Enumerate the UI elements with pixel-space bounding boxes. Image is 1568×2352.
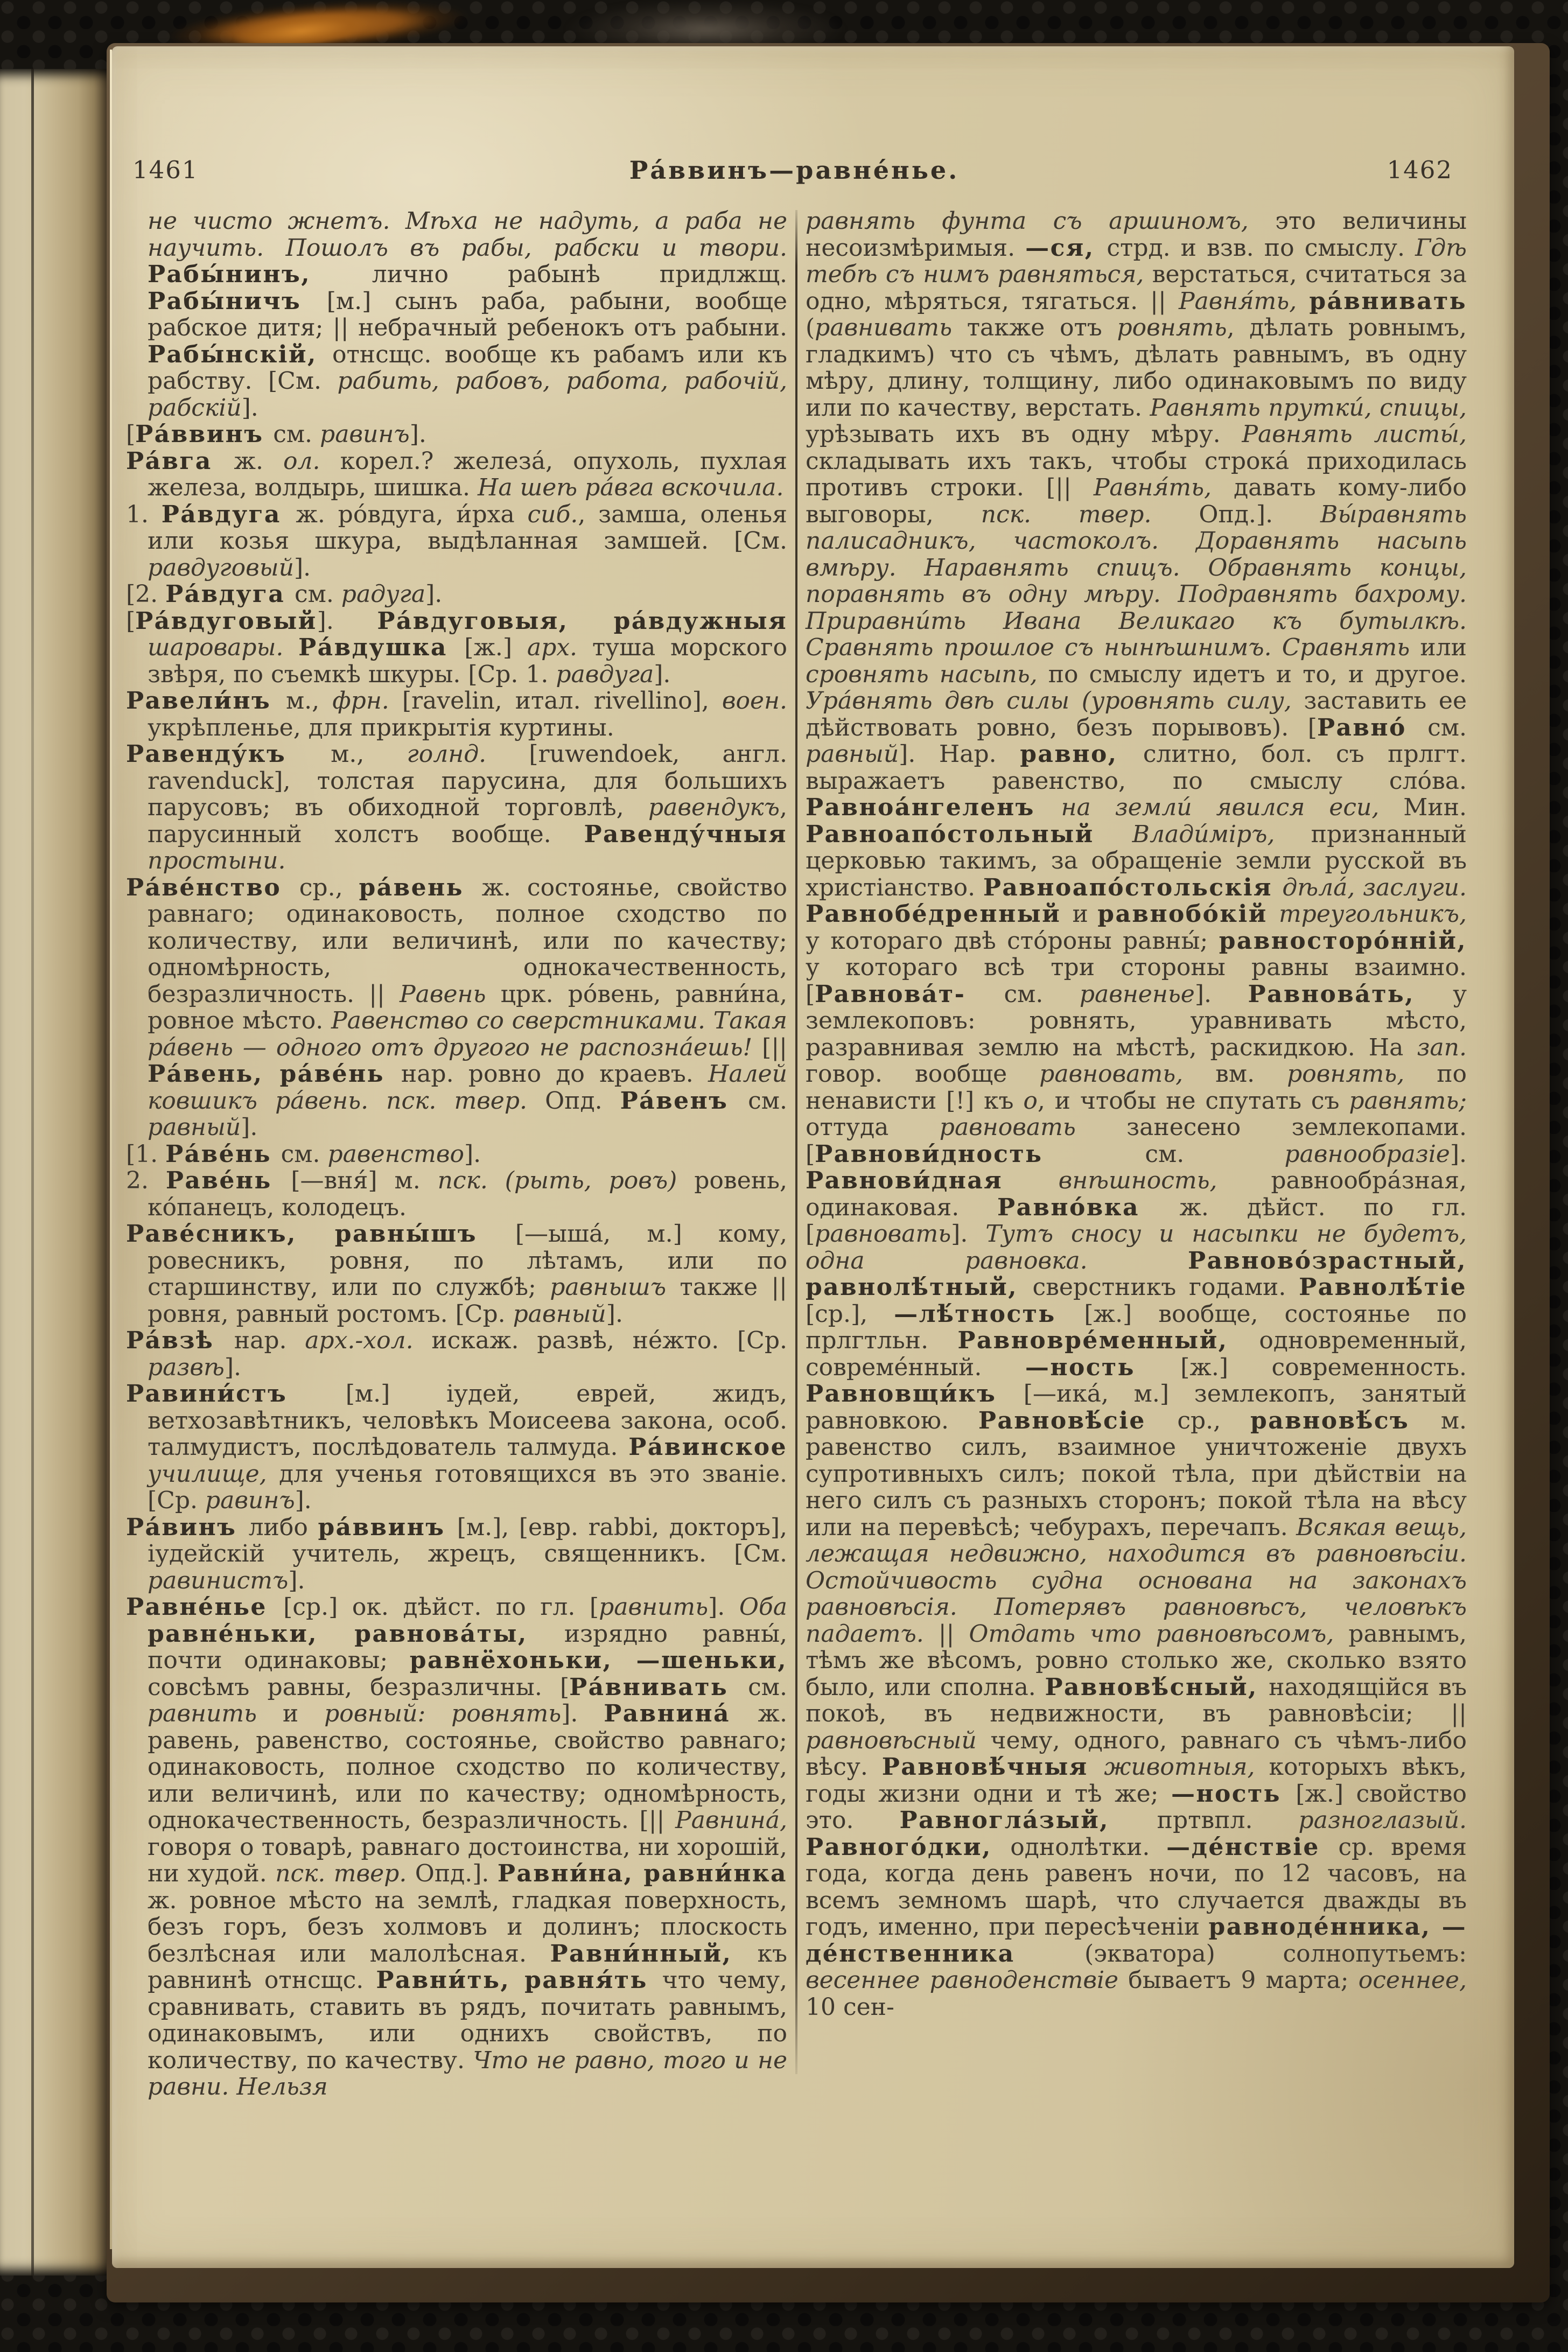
entry-text-segment: равдуговый [148, 554, 294, 582]
dictionary-entry [126, 741, 787, 874]
entry-text-segment: искаж. развѣ, не́жто. [Ср. [431, 1327, 787, 1354]
entry-text-segment: [1. [126, 1140, 166, 1168]
entry-text-segment: Равенду́къ [126, 740, 331, 768]
entry-text-segment: Равели́нъ [126, 687, 286, 715]
entry-text-segment: ]. [224, 1353, 241, 1381]
entry-text-segment: Равень [400, 980, 501, 1008]
dictionary-entry [126, 1221, 787, 1327]
entry-text-segment: Равенство со сверстниками. Такая ра́вень — одного отъ другого не распозна́ешь! [148, 1007, 787, 1061]
entry-text-segment: Равини́стъ [126, 1380, 346, 1408]
entry-text-segment: ж. дѣйст. по гл. [ [806, 1193, 1467, 1248]
entry-text-segment: къ равнинѣ отнсщс. [148, 1940, 787, 1994]
entry-text-segment: оттуда [806, 1114, 940, 1141]
entry-text-segment: верстаться, считаться за одно, мѣряться, тягаться. || [806, 261, 1467, 315]
entry-text-segment: равный [806, 740, 899, 768]
entry-text-segment: Равнобе́дренный [806, 900, 1073, 928]
entry-text-segment: стрд. и взв. по смыслу. [1107, 234, 1416, 262]
entry-text-segment: равноде́нника, —де́нственника [806, 1913, 1467, 1968]
entry-text-segment: простыни. [148, 847, 286, 874]
dictionary-entry [126, 1327, 787, 1381]
dictionary-entry [126, 874, 787, 1141]
entry-text-segment: ]. [241, 394, 258, 422]
entry-text-segment: на земли́ явился еси, [1061, 794, 1404, 821]
entry-text-segment: арх.-хол. [305, 1327, 432, 1354]
entry-text-segment: Рабы́нскій, [148, 340, 332, 368]
entry-text-segment: находящійся въ покоѣ, въ недвижности, въ равновѣсіи; || [806, 1673, 1467, 1727]
entry-text-segment: ж. состоянье, свойство равнаго; одинаковость, полное сходство по количеству, или величинѣ, или по качеству; одномѣрность, однокачественность, безразличность. || [148, 873, 787, 1008]
entry-text-segment: ср. время года, когда день равенъ ночи, по 12 часовъ, на всемъ земномъ шарѣ, что случается дважды въ годъ, именно, при пересѣченіи [806, 1833, 1467, 1941]
entry-text-segment: ж. равень, равенство, состоянье, свойство равнаго; одинаковость, полное сходство по количеству, или величинѣ, или по качеству; одномѣрность, однокачественность, безразличность. [|| [148, 1700, 787, 1834]
entry-text-segment: Равновре́менный, [957, 1327, 1259, 1354]
entry-text-segment: Равне́нье [126, 1593, 284, 1621]
entry-text-segment: равновѣ́съ [1250, 1406, 1441, 1434]
entry-text-segment: Равновѣ́сіе [978, 1406, 1178, 1434]
entry-text-segment: развѣ [148, 1353, 225, 1381]
entry-text-segment: Оба [739, 1593, 788, 1621]
entry-text-segment: у котораго всѣ три стороны равны взаимно. [ [806, 954, 1467, 1008]
entry-text-segment: , дѣлать ровнымъ, гладкимъ) что съ чѣмъ, дѣлать равнымъ, въ одну мѣру, длину, толщину, либо одинаковымъ по виду или по качеству, верстать. [806, 314, 1467, 422]
dictionary-entry [126, 1167, 787, 1221]
entry-text-segment: осеннее, [1358, 1966, 1467, 1994]
entry-text-segment: Равноа́нгеленъ [806, 794, 1061, 821]
entry-text-segment: туша морского звѣря, по съемкѣ шкуры. [Ср. 1. [148, 634, 787, 688]
dictionary-entry [126, 1514, 787, 1594]
entry-text-segment: заставить ее дѣйствовать ровно, безъ порывовъ). [ [806, 687, 1467, 741]
entry-text-segment: Ра́взѣ [126, 1327, 234, 1354]
entry-text-segment: ]. [951, 1220, 986, 1248]
entry-text-segment: ровень, ко́панецъ, колодецъ. [148, 1167, 787, 1221]
entry-text-segment: Равня́ть, [1178, 287, 1310, 315]
entry-text-segment: у землекоповъ: ровнять, уравнивать мѣсто, разравнивая землю на мѣстѣ, раскидкою. На [806, 980, 1467, 1061]
entry-text-segment: (экватора) солнопутьемъ: [1084, 1940, 1467, 1968]
entry-text-segment: Равноапо́стольный [806, 820, 1132, 848]
entry-text-segment: см. [748, 1087, 787, 1115]
entry-text-segment: см. [1145, 1140, 1285, 1168]
entry-text-segment: нар. ровно до краевъ. [401, 1060, 708, 1088]
entry-text-segment: Равно́ [1317, 713, 1428, 741]
entry-text-segment: складывать ихъ такъ, чтобы строка́ приходилась противъ строки. [|| [806, 447, 1467, 501]
entry-text-segment: Что не равно, того и не равни. Нельзя [148, 2046, 787, 2101]
entry-text-segment: Отдать что равновѣсомъ, [969, 1620, 1349, 1648]
entry-text-segment: Равнова́ть, [1248, 980, 1453, 1008]
entry-text-segment: , и чтобы не спутать съ [1037, 1087, 1349, 1115]
entry-text-segment: равне́ньки, равнова́ты, [148, 1620, 564, 1648]
entry-text-segment: Равно́вка [997, 1193, 1180, 1221]
entry-text-segment: [ср.] ок. дѣйст. по гл. [ [283, 1593, 599, 1621]
entry-text-segment: пск. твер. [275, 1860, 415, 1887]
entry-text-segment: Равни́нный, [550, 1940, 758, 1968]
entry-text-segment: голнд. [407, 740, 529, 768]
entry-text-segment: ]. [1450, 1140, 1467, 1168]
entry-text-segment: вм. [1215, 1060, 1287, 1088]
entry-text-segment: [—ыша́, м.] кому, ровесникъ, ровня, по лѣтамъ, или по старшинству, или по службѣ; [148, 1220, 787, 1301]
entry-text-segment: дѣла́, заслуги. [1282, 873, 1467, 901]
entry-text-segment: ]. Нар. [899, 740, 1020, 768]
entry-text-segment: Равногла́зый, [899, 1807, 1157, 1834]
entry-text-segment: ровнять [1117, 314, 1227, 341]
entry-text-segment: однолѣтки. [1010, 1833, 1167, 1861]
dictionary-entry [126, 448, 787, 501]
entry-text-segment: равно, [1020, 740, 1143, 768]
entry-text-segment: Рабы́ничъ [148, 287, 327, 315]
entry-text-segment: равнить [148, 1700, 283, 1727]
entry-text-segment: [ [126, 421, 136, 448]
entry-text-segment: [ж.] [464, 634, 527, 661]
entry-text-segment: || [938, 1620, 969, 1648]
entry-text-segment: Всякая вещь, лежащая недвижно, находится въ равновѣсіи. Остойчивость судна основана на законахъ равновѣсія. Потерявъ равновѣсъ, человѣкъ падаетъ. [806, 1513, 1467, 1648]
entry-text-segment: Равнять листы́, [1242, 421, 1467, 448]
entry-text-segment: ]. [561, 1700, 604, 1727]
entry-text-segment: црк. ро́вень, равни́на, ровное мѣсто. [148, 980, 787, 1034]
entry-text-segment: Равноапо́стольскія [983, 873, 1283, 901]
entry-text-segment: На шеѣ ра́вга вскочила. [477, 474, 784, 501]
entry-text-segment: арх. [527, 634, 592, 661]
entry-text-segment: ровный: ровнять [324, 1700, 562, 1727]
entry-text-segment: сровнять насыпь, [806, 660, 1048, 688]
entry-text-segment: Равнять прутки́, спицы, [1150, 394, 1467, 422]
entry-text-segment: ж. ро́вдуга, и́рха [296, 500, 528, 528]
entry-text-segment: Ра́винъ [126, 1513, 249, 1541]
entry-text-segment: сиб. [527, 500, 578, 528]
entry-text-segment: Мин. [1403, 794, 1467, 821]
entry-text-segment: Ра́вдушка [298, 634, 465, 661]
entry-text-segment: равнообра́зная, одинаковая. [806, 1167, 1467, 1221]
entry-text-segment: Равни́ть, равня́ть [376, 1966, 662, 1994]
left-column [126, 208, 787, 2101]
entry-text-segment: укрѣпленье, для прикрытія куртины. [148, 713, 614, 741]
entry-text-segment: давать кому-либо выговоры, [806, 474, 1467, 528]
entry-text-segment: также || ровня, равный ростомъ. [Ср. [148, 1273, 787, 1328]
entry-text-segment: —ся, [1025, 234, 1107, 262]
entry-text-segment: [м.] сынъ раба, рабыни, вообще рабское дитя; || небрачный ребенокъ отъ рабыни. [148, 287, 788, 341]
entry-text-segment: Опд. [545, 1087, 620, 1115]
entry-text-segment: равный [148, 1114, 241, 1141]
entry-text-segment: ]. [654, 660, 671, 688]
entry-text-segment: Раве́сникъ, равны́шъ [126, 1220, 515, 1248]
entry-text-segment: по смыслу идетъ и то, и другое. [1048, 660, 1467, 688]
entry-text-segment: равдуга [556, 660, 654, 688]
entry-text-segment: ср., [299, 873, 359, 901]
page-number-left: 1461 [132, 156, 199, 184]
entry-text-segment: ]. [317, 607, 377, 635]
entry-text-segment: шаровары. [148, 634, 299, 661]
entry-text-segment: ]. [1194, 980, 1248, 1008]
entry-text-segment: Ра́вдуга [161, 500, 296, 528]
entry-text-segment: равненье [1079, 980, 1195, 1008]
entry-text-segment: равнять; [1349, 1087, 1467, 1115]
entry-text-segment: см. [273, 421, 320, 448]
entry-text-segment: Ра́венъ [620, 1087, 748, 1115]
entry-text-segment: [ж.] современность. [1180, 1353, 1467, 1381]
entry-text-segment: см. [294, 580, 341, 608]
entry-text-segment: о [1023, 1087, 1038, 1115]
entry-text-segment: —ность [1171, 1780, 1296, 1808]
entry-text-segment: которыхъ вѣкъ, годы жизни одни и тѣ же; [806, 1753, 1467, 1808]
entry-text-segment: воен. [722, 687, 787, 715]
entry-text-segment: что чему, сравнивать, ставить въ рядъ, почитать равнымъ, одинаковымъ, или однихъ свойствъ, по количеству, по качеству. [148, 1966, 787, 2074]
entry-text-segment: 2. [126, 1167, 166, 1194]
entry-text-segment: Гдѣ тебѣ съ нимъ равняться, [806, 234, 1467, 288]
entry-text-segment: Ра́вень, ра́ве́нь [148, 1060, 401, 1088]
entry-text-segment: 10 сен- [806, 1993, 894, 2021]
entry-text-segment: , парусинный холстъ вообще. [148, 794, 787, 848]
entry-text-segment: сверстникъ годами. [1032, 1273, 1299, 1301]
entry-text-segment: равнобо́кій [1097, 900, 1279, 928]
entry-text-segment: равенство [327, 1140, 464, 1168]
entry-text-segment: нар. [234, 1327, 305, 1354]
entry-text-segment: животныя, [1104, 1753, 1269, 1781]
dictionary-entry [126, 688, 787, 741]
entry-text-segment: равновать [815, 1220, 951, 1248]
entry-text-segment: ]. [708, 1593, 739, 1621]
entry-text-segment: занесено землекопами. [ [806, 1114, 1467, 1168]
entry-text-segment: Равново́зрастный, равнолѣ́тный, [806, 1247, 1467, 1301]
entry-text-segment: ]. [606, 1300, 623, 1328]
entry-text-segment: Равнови́дная [806, 1167, 1059, 1194]
entry-text-segment: весеннее равноденствіе [806, 1966, 1129, 1994]
entry-text-segment: по ненависти [!] къ [806, 1060, 1467, 1115]
entry-text-segment: [ж.] свойство это. [806, 1780, 1467, 1834]
entry-text-segment: равнообразіе [1284, 1140, 1450, 1168]
entry-text-segment: это величины несоизмѣримыя. [806, 207, 1467, 262]
entry-text-segment: ж. [234, 447, 284, 475]
dictionary-entry [126, 501, 787, 582]
entry-text-segment: отнсщс. вообще къ рабамъ или къ рабству. [См. [148, 340, 787, 395]
entry-text-segment: говор. вообще [806, 1060, 1040, 1088]
entry-text-segment: для ученья готовящихся въ это званіе. [Ср. [148, 1460, 788, 1514]
dictionary-page [112, 46, 1514, 2268]
entry-text-segment: [|| [762, 1033, 787, 1061]
entry-text-segment: ол. [283, 447, 340, 475]
entry-text-segment: радуга [341, 580, 426, 608]
entry-text-segment: [ [126, 607, 136, 635]
dictionary-entry [126, 581, 787, 608]
entry-text-segment: Равнолѣ́тіе [1299, 1273, 1467, 1301]
dictionary-entry [126, 1381, 787, 1514]
entry-text-segment: треугольникъ, [1278, 900, 1467, 928]
entry-text-segment: ]. [464, 1140, 481, 1168]
dictionary-entry [806, 208, 1467, 2020]
entry-text-segment: изрядно равны́, почти одинаковы; [148, 1620, 787, 1674]
entry-text-segment: Ра́вдуговыя, ра́вдужныя [377, 607, 788, 635]
entry-text-segment: и [282, 1700, 325, 1727]
entry-text-segment: ср., [1177, 1406, 1250, 1434]
entry-text-segment: ра́ввинъ [318, 1513, 457, 1541]
entry-text-segment: Ра́ввинъ [135, 421, 274, 448]
entry-text-segment: —лѣ́тность [894, 1300, 1084, 1328]
entry-text-segment: Ра́вдуга [165, 580, 295, 608]
entry-text-segment: чему, одного, равнаго съ чѣмъ-либо вѣсу. [806, 1726, 1467, 1781]
entry-text-segment: зап. [1417, 1033, 1467, 1061]
entry-text-segment: фрн. [332, 687, 402, 715]
entry-text-segment: —де́нствіе [1166, 1833, 1339, 1861]
running-head [126, 153, 1462, 187]
right-column [806, 208, 1467, 2020]
entry-text-segment: Влади́міръ, [1132, 820, 1311, 848]
entry-text-segment: ]. [293, 554, 311, 582]
dictionary-entry [148, 208, 787, 421]
entry-text-segment: [ravelin, итал. rivellino], [402, 687, 722, 715]
entry-text-segment: Ра́вга [126, 447, 234, 475]
text-columns [126, 208, 1469, 2101]
entry-text-segment: Равнова́т- [815, 980, 1004, 1008]
entry-text-segment: одновременный, совреме́нный. [806, 1327, 1467, 1381]
entry-text-segment: Равновщи́къ [806, 1380, 1024, 1408]
entry-text-segment: училище, [148, 1460, 279, 1488]
entry-text-segment: равносторо́нній, [1219, 927, 1467, 955]
entry-text-segment: [ср.], [806, 1300, 894, 1328]
entry-text-segment: Опд.]. [415, 1860, 498, 1887]
entry-text-segment: равнить [599, 1593, 709, 1621]
entry-text-segment: см. [748, 1673, 787, 1701]
entry-text-segment: м., [285, 687, 333, 715]
entry-text-segment: или [1420, 634, 1467, 661]
entry-text-segment: равновать [939, 1114, 1127, 1141]
entry-text-segment: ]. [409, 421, 426, 448]
entry-text-segment: Тутъ сносу и насыпки не будетъ, одна равновка. [806, 1220, 1467, 1275]
dictionary-entry [126, 421, 787, 448]
entry-text-segment: см. [1427, 713, 1467, 741]
entry-text-segment: Ра́ве́нь [165, 1140, 281, 1168]
entry-text-segment: м. равенство силъ, взаимное уничтоженіе двухъ супротивныхъ силъ; покой тѣла, при дѣйствіи на него силъ съ разныхъ сторонъ; покой тѣла на вѣсу или на перевѣсѣ; чебурахъ, перечапъ. [806, 1406, 1467, 1541]
entry-text-segment: признанный церковью такимъ, за обращеніе земли русской въ христіанство. [806, 820, 1467, 901]
entry-text-segment: ]. [288, 1566, 305, 1594]
entry-text-segment: у котораго двѣ сто́роны равны́; [806, 927, 1219, 955]
entry-text-segment: разноглазый. [1298, 1807, 1467, 1834]
entry-text-segment: Налей ковшикъ ра́вень. пск. твер. [148, 1060, 787, 1115]
entry-text-segment: [ж.] вообще, состоянье по прлгтльн. [806, 1300, 1467, 1354]
dictionary-entry [126, 1141, 787, 1168]
entry-text-segment: равнымъ, тѣмъ же вѣсомъ, ровно столько же, сколько взято было, или сполна. [806, 1620, 1467, 1701]
entry-text-segment: м., [331, 740, 407, 768]
entry-text-segment: 1. [126, 500, 162, 528]
entry-text-segment: равинистъ [148, 1566, 289, 1594]
entry-text-segment: Равновѣ́чныя [881, 1753, 1104, 1781]
entry-text-segment: —ность [1025, 1353, 1181, 1381]
entry-text-segment: и [1072, 900, 1098, 928]
entry-text-segment: также отъ [967, 314, 1117, 341]
entry-text-segment: Равни́на, равни́нка [497, 1860, 787, 1887]
entry-text-segment: равендукъ [648, 794, 780, 821]
entry-text-segment: Вы́равнять палисадникъ, частоколъ. Доравнять насыпь вмѣру. Наравнять спицъ. Обравнять концы, поравнять въ одну мѣру. Подравнять бахрому. Приравни́ть Ивана Великаго къ бутылкѣ. Сравнять прошлое съ нынѣшнимъ. Сравнять [806, 500, 1467, 661]
entry-text-segment: слитно, бол. съ прлгт. выражаетъ равенство, по смыслу сло́ва. [806, 740, 1467, 795]
dictionary-entry [126, 608, 787, 688]
entry-text-segment: равновѣсный [806, 1726, 991, 1754]
entry-text-segment: [ruwendoek, англ. ravenduck], толстая парусина, для большихъ парусовъ; въ обиходной торговлѣ, [148, 740, 787, 821]
entry-text-segment: Ра́вдуговый [135, 607, 317, 635]
entry-text-segment: Равновѣ́сный, [1045, 1673, 1269, 1701]
entry-text-segment: говоря о товарѣ, равнаго достоинства, ни хорошій, ни худой. [148, 1833, 787, 1887]
entry-text-segment: ]. [241, 1114, 258, 1141]
entry-text-segment: равнять фунта съ аршиномъ, [806, 207, 1276, 235]
page-edges-crease [31, 69, 34, 2276]
entry-text-segment: равнивать [815, 314, 967, 341]
entry-text-segment: [м.], [евр. rabbi, докторъ], іудейскій учитель, жрецъ, священникъ. [См. [148, 1513, 787, 1567]
entry-text-segment: ра́внивать [1309, 287, 1467, 315]
entry-text-segment: равнышъ [550, 1273, 680, 1301]
entry-text-segment: Опд.]. [1199, 500, 1321, 528]
entry-text-segment: Равного́дки, [806, 1833, 1011, 1861]
entry-text-segment: Ура́внять двѣ силы (уровнять силу, [806, 687, 1304, 715]
entry-text-segment: [2. [126, 580, 166, 608]
entry-text-segment: , замша, оленья или козья шкура, выдѣланная замшей. [См. [148, 500, 787, 555]
entry-text-segment: ровнять, [1287, 1060, 1437, 1088]
entry-text-segment: внѣшность, [1058, 1167, 1271, 1194]
page-edges-strip [0, 69, 112, 2276]
entry-text-segment: равинъ [205, 1487, 295, 1514]
entry-text-segment: либо [248, 1513, 318, 1541]
entry-text-segment: равинъ [320, 421, 410, 448]
entry-text-segment: см. [1004, 980, 1080, 1008]
entry-text-segment: лично рабынѣ придлжщ. [372, 261, 788, 288]
entry-text-segment: Равня́ть, [1093, 474, 1234, 501]
entry-text-segment: рабить, рабовъ, работа, рабочій, рабскій [148, 367, 788, 422]
entry-text-segment: Равнина́, [675, 1807, 787, 1834]
dictionary-entry [126, 1594, 787, 2101]
entry-text-segment: Раве́нь [165, 1167, 291, 1194]
entry-text-segment: Ра́ве́нство [126, 873, 299, 901]
entry-text-segment: равнёхоньки, —шеньки, [409, 1647, 787, 1674]
entry-text-segment: равный [513, 1300, 606, 1328]
entry-text-segment: совсѣмъ равны, безразличны. [ [148, 1673, 570, 1701]
entry-text-segment: равновать, [1039, 1060, 1216, 1088]
entry-text-segment: пртвпл. [1157, 1807, 1299, 1834]
entry-text-segment: ж. ровное мѣсто на землѣ, гладкая поверхность, безъ горъ, безъ холмовъ и долинъ; плоскость безлѣсная или малолѣсная. [148, 1886, 787, 1968]
entry-text-segment: не чисто жнетъ. Мѣха не надуть, а раба не научить. Пошолъ въ рабы, рабски и твори. [148, 207, 787, 262]
entry-text-segment: ( [806, 314, 815, 341]
entry-text-segment: [—вня́] м. [291, 1167, 438, 1194]
entry-text-segment: пск. (рыть, ровъ) [437, 1167, 695, 1194]
entry-text-segment: Равнови́дность [815, 1140, 1145, 1168]
entry-text-segment: Рабы́нинъ, [148, 261, 372, 288]
entry-text-segment: пск. твер. [981, 500, 1199, 528]
entry-text-segment: ]. [425, 580, 443, 608]
entry-text-segment: [м.] іудей, еврей, жидъ, ветхозавѣтникъ, человѣкъ Моисеева закона, особ. талмудистъ, послѣдователь талмуда. [148, 1380, 788, 1461]
entry-text-segment: Ра́винское [628, 1433, 787, 1461]
column-divider-rule [795, 210, 797, 2074]
entry-text-segment: Ра́внивать [569, 1673, 748, 1701]
entry-text-segment: урѣзывать ихъ въ одну мѣру. [806, 421, 1242, 448]
entry-text-segment: см. [281, 1140, 328, 1168]
page-number-right: 1462 [1387, 156, 1453, 184]
entry-text-segment: Равенду́чныя [584, 820, 787, 848]
entry-text-segment: ра́вень [359, 873, 482, 901]
entry-text-segment: Равнина́ [604, 1700, 758, 1727]
entry-text-segment: ]. [295, 1487, 312, 1514]
entry-text-segment: [—ика́, м.] землекопъ, занятый равновкою. [806, 1380, 1467, 1434]
entry-text-segment: корел.? железа́, опухоль, пухлая железа, волдырь, шишка. [148, 447, 787, 501]
entry-text-segment: бываетъ 9 марта; [1128, 1966, 1359, 1994]
running-title: Ра́ввинъ—равне́нье. [629, 156, 960, 185]
